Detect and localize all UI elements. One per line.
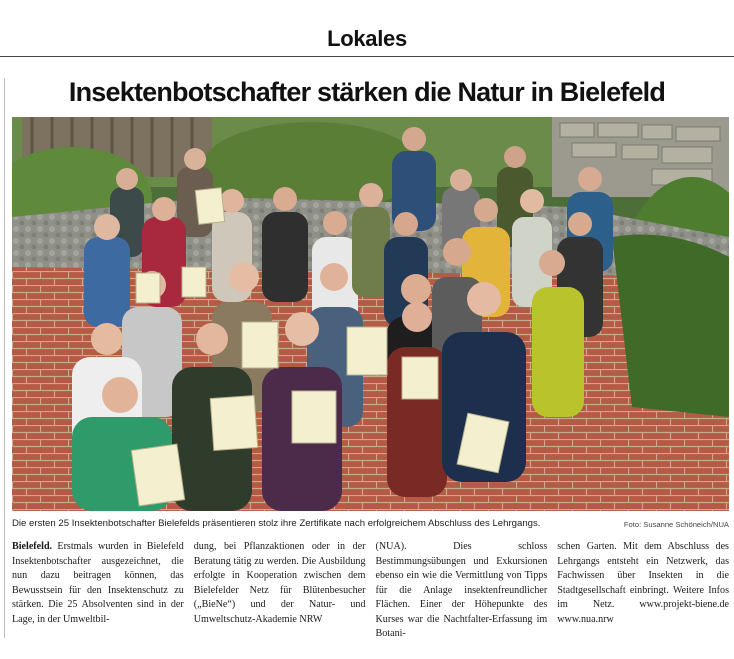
article-text-3: (NUA). Dies schloss Bestimmungsübungen und Exkursionen ebenso ein wie die Vermittlung von Tipps für die Anlage insektenfreundlicher Flächen. Einer der Höhepunkte des Kurses war die Nachtfalter-Erfassung im Botani- (375, 541, 548, 639)
article-body (12, 540, 729, 640)
photo-caption-row (12, 517, 729, 531)
section-divider (0, 56, 734, 57)
article-column-2 (194, 540, 366, 640)
article-headline: Insektenbotschafter stärken die Natur in Bielefeld (68, 77, 666, 107)
section-title: Lokales (327, 26, 407, 51)
article-text-1: Erstmals wurden in Bielefeld Insektenbotschafter ausgezeichnet, die nun dazu beitragen können, das Bewusstsein für den Insektenschutz zu stärken. Die 25 Absolventen sind in der Lage, in der Umweltbil- (12, 541, 184, 625)
article-column-1 (12, 540, 184, 640)
article-text-4: schen Garten. Mit dem Abschluss des Lehrgangs entsteht ein Netzwerk, das Fachwissen über Insekten in die Stadtgesellschaft einbringt. Weitere Infos im Netz. www.projekt-biene.de www.nua.nrw (557, 541, 729, 625)
article-column-3 (376, 540, 548, 640)
article-text-2: dung, bei Pflanzaktionen oder in der Beratung tätig zu werden. Die Ausbildung erfolgte in Kooperation zwischen dem Bielefelder Netz für Blütenbesucher („BieNe“) und der Natur- und Umweltschutz-Akademie NRW (193, 541, 366, 625)
dateline: Bielefeld. (12, 541, 53, 552)
photo-caption: Die ersten 25 Insektenbotschafter Bielefelds präsentieren stolz ihre Zertifikate nach erfolgreichem Abschluss des Lehrgangs. (12, 518, 541, 529)
margin-rule (4, 78, 5, 638)
photo-credit: Foto: Susanne Schöneich/NUA (623, 520, 729, 529)
group-photo (12, 117, 729, 511)
article-column-4 (557, 540, 729, 640)
